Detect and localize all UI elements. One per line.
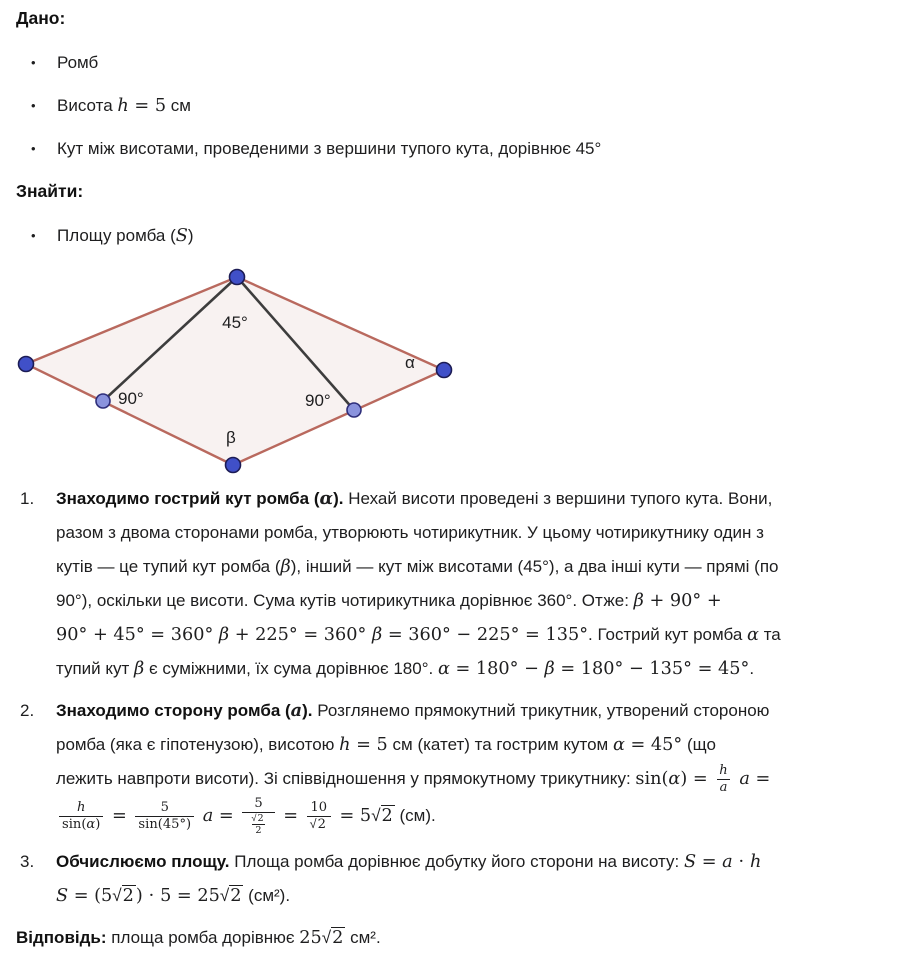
text-run: α — [319, 488, 334, 509]
fraction-denominator — [252, 824, 264, 837]
text-run: = 5 — [333, 805, 372, 826]
list-item-text — [57, 93, 191, 119]
bullet-dot: • — [31, 228, 36, 243]
text-run: α — [668, 769, 681, 789]
square-root — [371, 799, 395, 833]
step-line — [56, 482, 888, 516]
list-item — [16, 136, 888, 162]
text-run: ⋅ — [732, 851, 750, 872]
text-run: Відповідь: — [16, 927, 107, 947]
text-run: S — [683, 851, 697, 872]
text-run: a — [722, 851, 733, 872]
radical-sign: √ — [219, 885, 230, 905]
text-run: sin( — [62, 816, 87, 832]
fraction-denominator — [717, 779, 731, 796]
square-root — [112, 879, 136, 913]
fraction — [242, 796, 274, 837]
step-line — [56, 694, 888, 728]
solution-steps — [16, 482, 888, 913]
text-run: = 5 — [350, 735, 388, 755]
fraction — [248, 813, 268, 837]
text-run: = 5 — [128, 96, 167, 116]
text-run: β — [280, 557, 291, 577]
step-line — [56, 516, 888, 550]
step-line — [56, 879, 888, 913]
text-run: см — [166, 96, 191, 115]
step-line — [56, 762, 888, 796]
solution-step — [16, 845, 888, 913]
text-run: (см). — [394, 805, 436, 825]
text-run: ) — [187, 226, 194, 245]
text-run: є суміжними, їх сума дорівнює 180°. — [144, 659, 438, 678]
text-run: = (5 — [68, 885, 113, 906]
right-right-angle-label: 90° — [305, 391, 331, 410]
text-run: см². — [345, 927, 381, 947]
text-run: тупий кут — [56, 659, 135, 678]
vertex-right-dot — [437, 363, 452, 378]
bullet-dot: • — [31, 98, 36, 113]
answer-line — [16, 923, 888, 953]
vertex-bottom-dot — [226, 458, 241, 473]
text-run: + 225° = 360° — [229, 625, 372, 645]
height-foot-left-dot — [96, 394, 110, 408]
text-run: α — [747, 625, 759, 645]
radicand — [122, 885, 136, 905]
given-list — [16, 50, 888, 162]
beta-label: β — [226, 428, 236, 447]
radical-sign: √ — [112, 885, 122, 905]
square-root — [322, 923, 346, 953]
fraction — [307, 800, 331, 832]
text-run: ) = — [680, 769, 714, 789]
fraction — [59, 800, 103, 832]
fraction — [716, 763, 730, 795]
text-run: 2 — [230, 885, 242, 906]
fraction-numerator — [716, 763, 730, 779]
text-run: = — [749, 769, 771, 789]
text-run: ). — [302, 701, 313, 720]
solution-step — [16, 482, 888, 686]
text-run: 25 — [299, 927, 322, 948]
list-item — [16, 223, 888, 249]
vertex-left-dot — [19, 357, 34, 372]
text-run: = 45° — [624, 735, 683, 755]
text-run: h — [339, 735, 351, 755]
text-run: β — [218, 625, 230, 645]
fraction-denominator — [242, 812, 274, 837]
text-run: (що — [682, 735, 716, 754]
text-run: a — [290, 700, 303, 721]
radicand — [256, 812, 265, 823]
text-run: a — [739, 769, 750, 789]
text-run: 2 — [257, 812, 264, 824]
text-run: = — [696, 851, 723, 872]
find-title: Знайти: — [16, 181, 84, 201]
rhombus-diagram — [16, 266, 468, 474]
list-item — [16, 93, 888, 119]
text-run: Розглянемо прямокутний трикутник, утворений стороною — [312, 701, 770, 720]
text-run: 10 — [310, 800, 328, 816]
text-run: a — [719, 780, 728, 796]
given-title: Дано: — [16, 8, 66, 28]
step-text — [56, 694, 888, 837]
height-foot-right-dot — [347, 403, 361, 417]
bullet-dot: • — [31, 55, 36, 70]
text-run: + 90° + — [643, 591, 722, 611]
step-line — [56, 550, 888, 584]
solution-step — [16, 694, 888, 837]
text-run: β — [134, 659, 145, 679]
text-run: S — [175, 226, 188, 246]
text-run: ), інший — кут між висотами (45°), а два інші кути — прямі (по — [290, 557, 779, 576]
text-run: (см²). — [243, 885, 291, 905]
text-run: sin( — [635, 769, 669, 789]
text-run: = 180° − — [449, 659, 545, 679]
text-run: разом з двома сторонами ромба, утворюють чотирикутник. У цьому чотирикутнику один з — [56, 523, 764, 542]
text-run: β — [633, 591, 644, 611]
text-run: 2 — [255, 825, 262, 837]
step-line — [56, 584, 888, 618]
text-run: 90°), оскільки це висоти. Сума кутів чотирикутника дорівнює 360°. Отже: — [56, 591, 634, 610]
text-run: α — [437, 659, 450, 679]
text-run: sin(45°) — [138, 816, 192, 832]
text-run: Площа ромба дорівнює добутку його сторони на висоту: — [229, 851, 684, 871]
text-run: Кут між висотами, проведеними з вершини тупого кута, дорівнює 45° — [57, 139, 602, 158]
left-right-angle-label: 90° — [118, 389, 144, 408]
text-run: лежить навпроти висоти). Зі співвідношення у прямокутному трикутнику: — [56, 769, 636, 788]
fraction-numerator — [74, 800, 88, 816]
radical-sign: √ — [371, 805, 381, 825]
radicand — [381, 805, 395, 825]
square-root — [251, 813, 265, 825]
radical-sign: √ — [321, 927, 332, 947]
fraction-denominator — [135, 816, 194, 833]
text-run: h — [117, 96, 129, 116]
text-run: h — [749, 851, 762, 872]
fraction-numerator — [248, 813, 268, 825]
text-run: 5 — [160, 800, 169, 816]
text-run: ) — [95, 816, 101, 832]
text-run: см (катет) та гострим кутом — [387, 735, 613, 754]
step-line — [56, 845, 888, 879]
fraction-numerator — [307, 800, 330, 816]
radicand — [229, 885, 243, 905]
text-run: h — [719, 763, 728, 779]
fraction-denominator — [307, 816, 331, 833]
step-line — [56, 728, 888, 762]
text-run: = — [213, 805, 240, 826]
step-line — [56, 796, 888, 837]
text-run: S — [56, 885, 69, 906]
text-run: = 360° − 225° = 135° — [382, 625, 589, 645]
text-run: = — [277, 805, 304, 826]
text-run: Обчислюємо площу. — [56, 851, 230, 871]
text-run: ) ⋅ 5 = 25 — [135, 885, 220, 906]
step-line — [56, 618, 888, 652]
radical-sign: √ — [251, 812, 257, 823]
step-text — [56, 845, 888, 913]
step-text — [56, 482, 888, 686]
text-run: a — [202, 805, 214, 826]
text-run: Висота — [57, 96, 118, 115]
text-run: ). — [333, 489, 344, 508]
text-run: α — [86, 816, 96, 832]
text-run: 2 — [317, 816, 326, 832]
text-run: = — [106, 805, 133, 826]
text-run: Знаходимо сторону ромба ( — [56, 701, 291, 720]
step-number: 2. — [20, 701, 35, 720]
list-item-text — [57, 136, 601, 162]
text-run: 2 — [332, 927, 344, 948]
list-item-text — [57, 223, 194, 249]
find-section — [16, 179, 888, 249]
step-number: 3. — [20, 851, 35, 871]
text-run: 90° + 45° = 360° — [56, 625, 219, 645]
alpha-label: α — [405, 353, 415, 372]
radical-sign: √ — [309, 816, 317, 831]
radicand — [317, 816, 328, 831]
text-run: α — [612, 735, 625, 755]
top-angle-label: 45° — [222, 313, 248, 332]
text-run: Нехай висоти проведені з вершини тупого кута. Вони, — [343, 489, 773, 508]
fraction-denominator — [59, 816, 103, 833]
text-run: ромба (яка є гіпотенузою), висотою — [56, 735, 340, 754]
given-section — [16, 6, 888, 162]
text-run: та — [758, 625, 781, 644]
list-item-text — [57, 50, 98, 76]
text-run: Ромб — [57, 53, 99, 72]
text-run: 2 — [122, 885, 134, 906]
bullet-dot: • — [31, 141, 36, 156]
fraction-numerator — [251, 796, 265, 812]
text-run: β — [371, 625, 383, 645]
text-run: β — [544, 659, 555, 679]
step-number: 1. — [20, 489, 35, 508]
text-run: = 180° − 135° = 45° — [554, 659, 750, 679]
list-item — [16, 50, 888, 76]
fraction — [135, 800, 194, 832]
text-run: 2 — [381, 805, 393, 826]
find-list — [16, 223, 888, 249]
step-line — [56, 652, 888, 686]
text-run: . — [749, 659, 755, 678]
radicand — [331, 927, 345, 947]
square-root — [220, 879, 244, 913]
text-run: кутів — це тупий кут ромба ( — [56, 557, 281, 576]
fraction-numerator — [158, 800, 172, 816]
text-run: 5 — [254, 796, 263, 811]
text-run: Знаходимо гострий кут ромба ( — [56, 489, 320, 508]
vertex-top-dot — [230, 270, 245, 285]
text-run: . Гострий кут ромба — [588, 625, 748, 644]
text-run: h — [76, 800, 86, 816]
text-run: Площу ромба ( — [57, 226, 176, 245]
square-root — [310, 817, 328, 833]
text-run: площа ромба дорівнює — [106, 927, 300, 947]
